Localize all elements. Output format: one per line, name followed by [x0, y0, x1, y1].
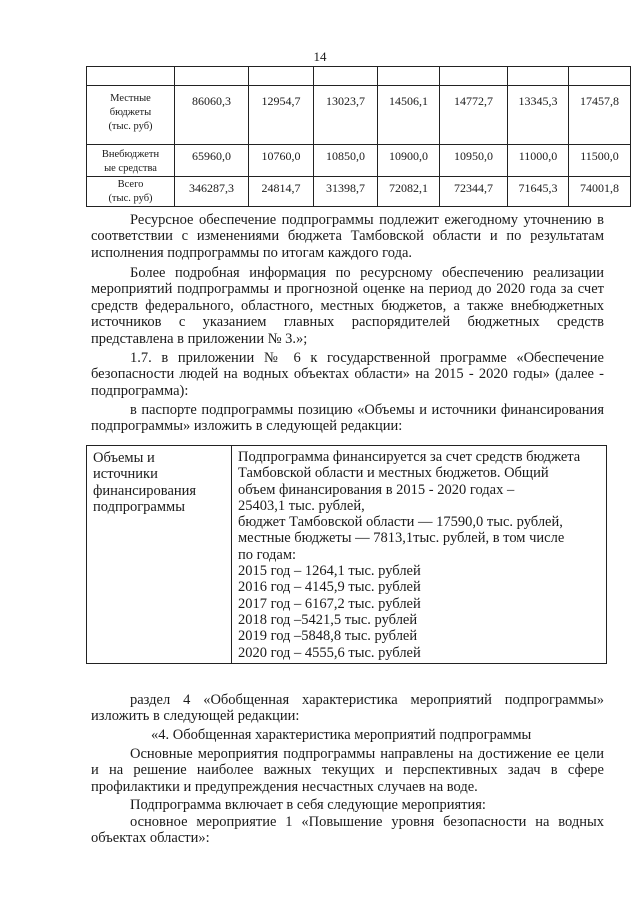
- page-number: 14: [313, 49, 327, 64]
- passport-content-line: 2020 год – 4555,6 тыс. рублей: [238, 644, 421, 661]
- table-cell: 14772,7: [440, 86, 508, 145]
- table-cell: 72082,1: [378, 177, 440, 207]
- passport-label-line: источники: [93, 466, 158, 483]
- table-cell: [314, 67, 378, 86]
- finance-table: [86, 66, 631, 207]
- row-label: [87, 86, 175, 145]
- paragraph: раздел 4 «Обобщенная характеристика мероприятий подпрограммы» изложить в следующей редакции:: [91, 692, 604, 725]
- table-cell: 13023,7: [314, 86, 378, 145]
- passport-content-line: бюджет Тамбовской области — 17590,0 тыс. рублей,: [238, 514, 563, 531]
- table-cell: 346287,3: [175, 177, 249, 207]
- table-cell: [249, 67, 314, 86]
- passport-content-cell: [232, 446, 607, 664]
- table-row: [87, 67, 631, 86]
- table-cell: 17457,8: [569, 86, 631, 145]
- row-label: [87, 145, 175, 177]
- table-cell: [569, 67, 631, 86]
- passport-content-line: 2019 год –5848,8 тыс. рублей: [238, 628, 418, 645]
- row-label-line: Местные: [110, 93, 151, 104]
- table-cell: 11000,0: [508, 145, 569, 177]
- table-cell: 10950,0: [440, 145, 508, 177]
- passport-content-line: 2017 год – 6167,2 тыс. рублей: [238, 595, 421, 612]
- passport-content-line: 2016 год – 4145,9 тыс. рублей: [238, 579, 421, 596]
- passport-content-line: 2018 год –5421,5 тыс. рублей: [238, 611, 418, 628]
- passport-label-cell: [87, 446, 232, 664]
- table-cell: 10850,0: [314, 145, 378, 177]
- table-cell: 86060,3: [175, 86, 249, 145]
- table-row: [87, 177, 631, 207]
- table-cell: 65960,0: [175, 145, 249, 177]
- table-row: [87, 145, 631, 177]
- passport-content-line: Тамбовской области и местных бюджетов. Общий: [238, 465, 549, 482]
- passport-content-line: по годам:: [238, 546, 297, 563]
- table-cell: 74001,8: [569, 177, 631, 207]
- paragraph: в паспорте подпрограммы позицию «Объемы и источники финансирования подпрограммы» изложить в следующей редакции:: [91, 402, 604, 435]
- passport-content-line: местные бюджеты — 7813,1тыс. рублей, в том числе: [238, 530, 565, 547]
- table-cell: 24814,7: [249, 177, 314, 207]
- passport-label-line: Объемы и: [93, 450, 155, 466]
- table-cell: 14506,1: [378, 86, 440, 145]
- table-cell: 31398,7: [314, 177, 378, 207]
- passport-content-line: 25403,1 тыс. рублей,: [238, 497, 365, 514]
- paragraph: Ресурсное обеспечение подпрограммы подлежит ежегодному уточнению в соответствии с изменениями бюджета Тамбовской области и по результатам исполнения подпрограммы по итогам каждого года.: [91, 212, 604, 261]
- table-cell: [440, 67, 508, 86]
- row-label: [87, 177, 175, 207]
- table-cell: 12954,7: [249, 86, 314, 145]
- table-cell: 72344,7: [440, 177, 508, 207]
- table-cell: 10900,0: [378, 145, 440, 177]
- table-row: [87, 86, 631, 145]
- section-heading: «4. Обобщенная характеристика мероприятий подпрограммы: [151, 727, 532, 743]
- passport-label-line: финансирования: [93, 482, 197, 499]
- row-label-line: Внебюджетн: [101, 149, 160, 160]
- row-label-line: ые средства: [104, 163, 157, 174]
- passport-table: [86, 445, 607, 664]
- row-label-line: (тыс. руб): [108, 121, 153, 132]
- table-cell: 10760,0: [249, 145, 314, 177]
- paragraph: основное мероприятие 1 «Повышение уровня безопасности на водных объектах области»:: [91, 814, 604, 847]
- paragraph: Подпрограмма включает в себя следующие мероприятия:: [130, 797, 486, 813]
- paragraph: 1.7. в приложении № 6 к государственной программе «Обеспечение безопасности людей на водных объектах области» на 2015 - 2020 годы» (далее - подпрограмма):: [91, 350, 604, 399]
- row-label: [87, 67, 175, 86]
- paragraph: Более подробная информация по ресурсному обеспечению реализации мероприятий подпрограммы и прогнозной оценке на период до 2020 года за счет средств федерального, областного, местных бюджетов, а также внебюджетных источников с указанием главных распорядителей бюджетных средств представлена в приложении № 3.»;: [91, 265, 604, 347]
- table-cell: [378, 67, 440, 86]
- table-cell: 71645,3: [508, 177, 569, 207]
- paragraph: Основные мероприятия подпрограммы направлены на достижение ее цели и на решение наиболее важных текущих и перспективных задач в сфере профилактики и предупреждения несчастных случаев на воде.: [91, 746, 604, 795]
- passport-content-line: объем финансирования в 2015 - 2020 годах –: [238, 481, 515, 498]
- row-label-line: Всего: [117, 179, 144, 190]
- table-cell: [175, 67, 249, 86]
- passport-content-line: Подпрограмма финансируется за счет средств бюджета: [238, 449, 581, 465]
- passport-content-line: 2015 год – 1264,1 тыс. рублей: [238, 563, 421, 580]
- passport-label-line: подпрограммы: [93, 498, 185, 515]
- table-row: [87, 446, 607, 664]
- row-label-line: бюджеты: [109, 107, 152, 118]
- table-cell: 11500,0: [569, 145, 631, 177]
- table-cell: 13345,3: [508, 86, 569, 145]
- table-cell: [508, 67, 569, 86]
- row-label-line: (тыс. руб): [108, 193, 153, 204]
